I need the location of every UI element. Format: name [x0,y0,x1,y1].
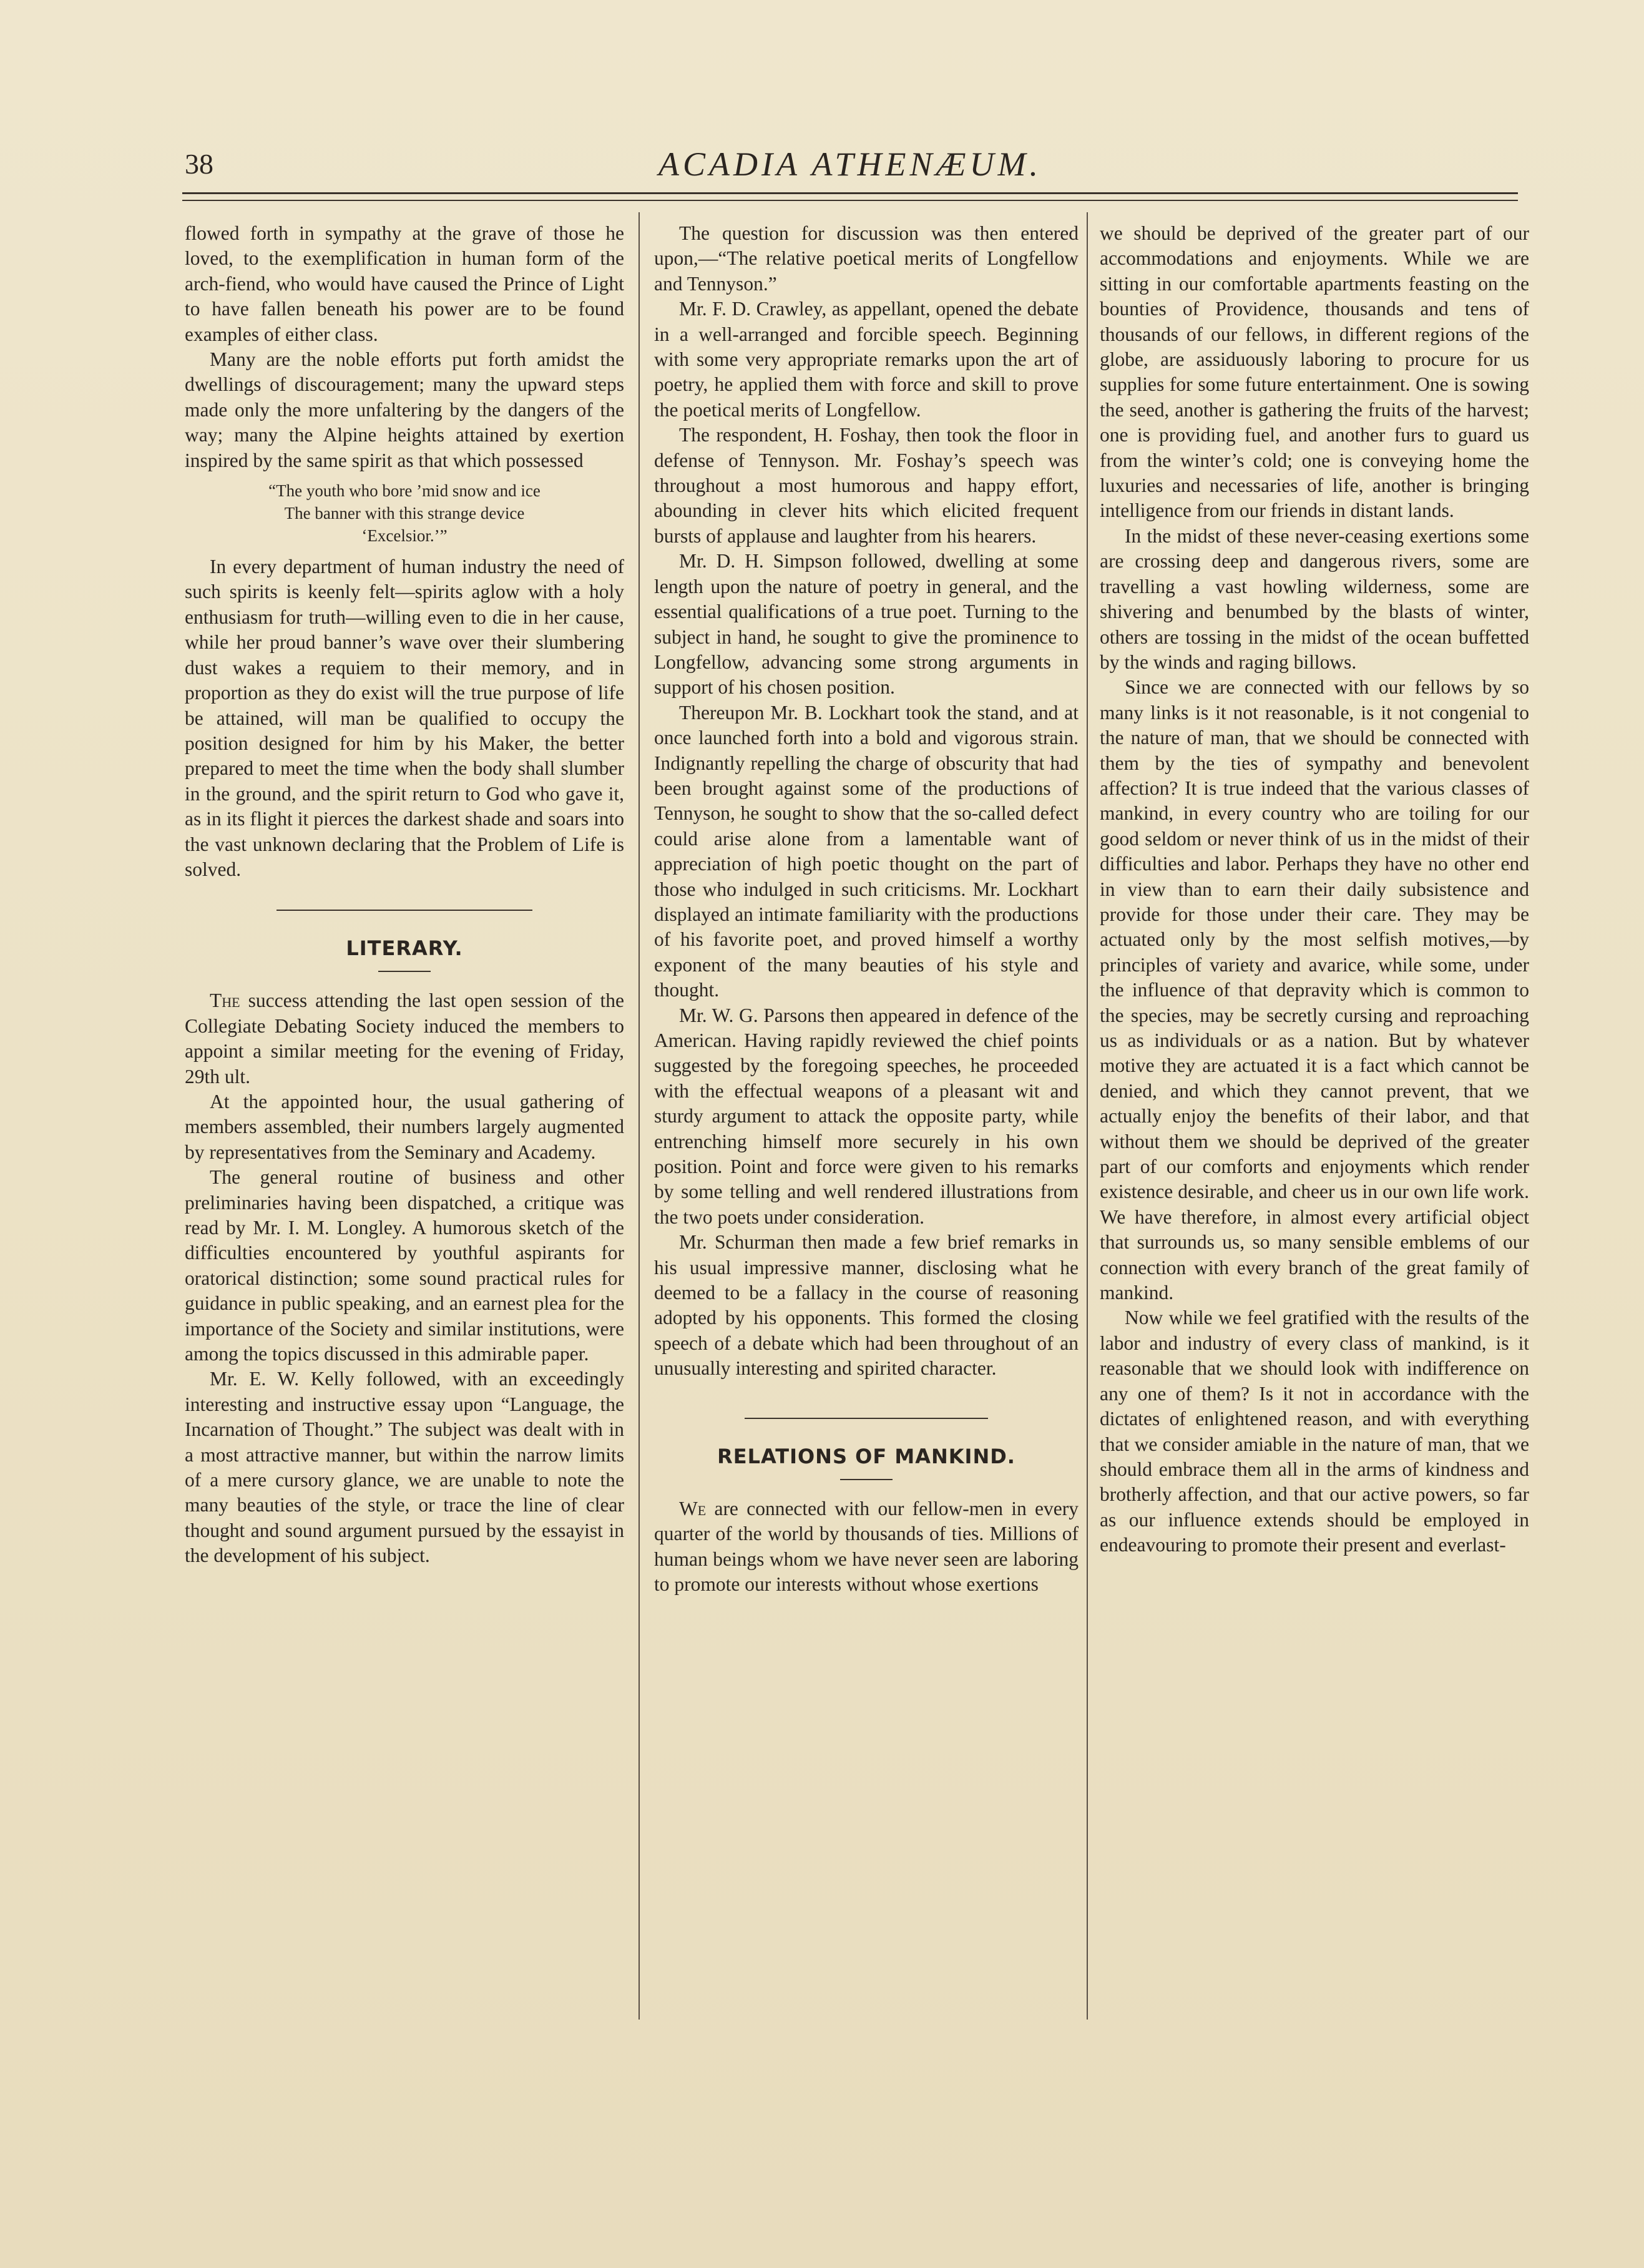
column-left [185,221,624,1569]
paragraph: Mr. Schurman then made a few brief remarks in his usual impressive manner, disclosing what he deemed to be a fallacy in the course of reasoning adopted by his opponents. This formed the closing speech of a debate which had been throughout of an unusually interesting and spirited character. [654,1231,1079,1380]
paragraph: Mr. W. G. Parsons then appeared in defence of the American. Having rapidly reviewed the chief points suggested by the foregoing speeches, he proceeded with the effectual weapons of a pleasant wit and sturdy argument to attack the opposite party, while entrenching himself more securely in his own position. Point and force were given to his remarks by some telling and well rendered illustrations from the two poets under consideration. [654,1004,1079,1228]
page-number: 38 [185,148,213,180]
section-heading-literary: LITERARY. [346,936,463,961]
column-divider-left [639,212,640,2020]
drop-word: We [679,1497,707,1519]
heading-rule [840,1479,893,1480]
paragraph [185,988,624,1089]
paragraph: Mr. D. H. Simpson followed, dwelling at some length upon the nature of poetry in general, and the essential qualifications of a true poet. Turning to the subject in hand, he sought to give the prominence to Longfellow, advancing some strong arguments in support of his chosen position. [654,550,1079,699]
paragraph: Thereupon Mr. B. Lockhart took the stand, and at once launched forth into a bold and vigorous strain. Indignantly repelling the charge of obscurity that had been brought against some of the productions of Tennyson, he sought to show that the so-called defect could arise alone from a lamentable want of appreciation of high poetic thought on the part of those who indulged in such criticisms. Mr. Lockhart displayed an intimate familiarity with the productions of his favorite poet, and proved himself a worthy exponent of the many beauties of his style and thought. [654,701,1079,1001]
paragraph: Now while we feel gratified with the results of the labor and industry of every class of mankind, is it reasonable that we should look with indifference on any one of them? Is it not in accordance with the dictates of enlightened reason, and with everything that we consider amiable in the nature of man, that we should embrace them all in the arms of kindness and brotherly affection, and that our active powers, so far as our influence extends should be employed in endeavouring to promote their present and everlast- [1100,1307,1529,1556]
paragraph: Many are the noble efforts put forth amidst the dwellings of discouragement; many the upward steps made only the more unfaltering by the dangers of the way; many the Alpine heights attained by exertion inspired by the same spirit as that which possessed [185,348,624,471]
column-right [1100,221,1529,1558]
paragraph: Mr. E. W. Kelly followed, with an exceedingly interesting and instructive essay upon “Language, the Incarnation of Thought.” The subject was dealt with in a most attractive manner, but within the narrow limits of a mere cursory glance, we are unable to note the many beauties of the style, or trace the line of clear thought and sound argument pursued by the essayist in the development of his subject. [185,1368,624,1567]
quote-line: ‘Excelsior.’” [361,526,448,546]
masthead-title: ACADIA ATHENÆUM. [658,145,1042,183]
quote-line: The banner with this strange device [284,504,525,523]
section-separator [276,910,532,911]
page-header [182,142,1518,186]
header-rule [182,192,1518,194]
paragraph [654,1496,1079,1598]
paragraph-text: are connected with our fellow-men in every quarter of the world by thousands of ties. Millions of human beings whom we have never seen are laboring to promote our interests without whose exertions [654,1497,1079,1595]
paragraph: In the midst of these never-ceasing exertions some are crossing deep and dangerous rivers, some are travelling a vast howling wilderness, some are shivering and benumbed by the blasts of winter, others are tossing in the midst of the ocean buffetted by the winds and raging billows. [1100,524,1529,673]
paragraph: The general routine of business and other preliminaries having been dispatched, a critique was read by Mr. I. M. Longley. A humorous sketch of the difficulties encountered by youthful aspirants for oratorical distinction; some sound practical rules for guidance in public speaking, and an earnest plea for the importance of the Society and similar institutions, were among the topics discussed in this admirable paper. [185,1166,624,1365]
paragraph: The respondent, H. Foshay, then took the floor in defense of Tennyson. Mr. Foshay’s speech was throughout a most humorous and happy effort, abounding in clever hits which elicited frequent bursts of applause and laughter from his hearers. [654,424,1079,547]
column-divider-right [1087,212,1088,2020]
paragraph: Mr. F. D. Crawley, as appellant, opened the debate in a well-arranged and forcible speech. Beginning with some very appropriate remarks upon the art of poetry, he applied them with force and skill to prove the poetical merits of Longfellow. [654,298,1079,421]
heading-rule [378,971,431,972]
section-heading-relations: RELATIONS OF MANKIND. [717,1444,1015,1468]
quote-line: “The youth who bore ’mid snow and ice [268,481,541,501]
column-middle [654,221,1079,1597]
paragraph: we should be deprived of the greater part of our accommodations and enjoyments. While we are sitting in our comfortable apartments feasting on the bounties of Providence, thousands and tens of thousands of our fellows, in different regions of the globe, are assiduously laboring to procure for us supplies for some future entertainment. One is sowing the seed, another is gathering the fruits of the harvest; one is providing fuel, and another furs to guard us from the winter’s cold; one is conveying home the luxuries and necessaries of life, another is bringing intelligence from our friends in distant lands. [1100,222,1529,522]
section-separator [745,1418,988,1419]
poem-quote [185,479,624,547]
drop-word: The [210,989,240,1012]
paragraph: Since we are connected with our fellows by so many links is it not reasonable, is it not congenial to the nature of man, that we should be connected with them by the ties of sympathy and benevolent affection? It is true indeed that the various classes of mankind, in every country who are toiling for our good seldom or never think of us in the midst of their difficulties and labor. Perhaps they have no other end in view than to earn their daily subsistence and provide for those under their care. They may be actuated only by the most selfish motives,—by principles of variety and avarice, while some, under the influence of that depravity which is common to the species, may be secretly cursing and reproaching us as individuals or as a nation. But by whatever motive they are actuated it is a fact which cannot be denied, and which they cannot prevent, that we actually enjoy the benefits of their labor, and that without them we should be deprived of the greater part of our comforts and enjoyments which render existence desirable, and cheer us in our own life work. We have therefore, in almost every artificial object that surrounds us, so many sensible emblems of our connection with every branch of the great family of mankind. [1100,676,1529,1304]
paragraph-text: success attending the last open session of the Collegiate Debating Society induced the members to appoint a similar meeting for the evening of Friday, 29th ult. [185,989,624,1087]
paragraph: At the appointed hour, the usual gathering of members assembled, their numbers largely augmented by representatives from the Seminary and Academy. [185,1090,624,1163]
paragraph: In every department of human industry the need of such spirits is keenly felt—spirits aglow with a holy enthusiasm for truth—willing even to die in her cause, while her proud banner’s wave over their slumbering dust wakes a requiem to their memory, and in proportion as they do exist will the true purpose of life be attained, will man be qualified to occupy the position designed for him by his Maker, the better prepared to meet the time when the body shall slumber in the ground, and the spirit return to God who gave it, as in its flight it pierces the darkest shade and soars into the vast unknown declaring that the Problem of Life is solved. [185,556,624,880]
paragraph: The question for discussion was then entered upon,—“The relative poetical merits of Longfellow and Tennyson.” [654,222,1079,295]
paragraph: flowed forth in sympathy at the grave of those he loved, to the exemplification in human form of the arch-fiend, who would have caused the Prince of Light to have fallen beneath his power are to be found examples of either class. [185,222,624,345]
header-rule-secondary [182,200,1518,201]
